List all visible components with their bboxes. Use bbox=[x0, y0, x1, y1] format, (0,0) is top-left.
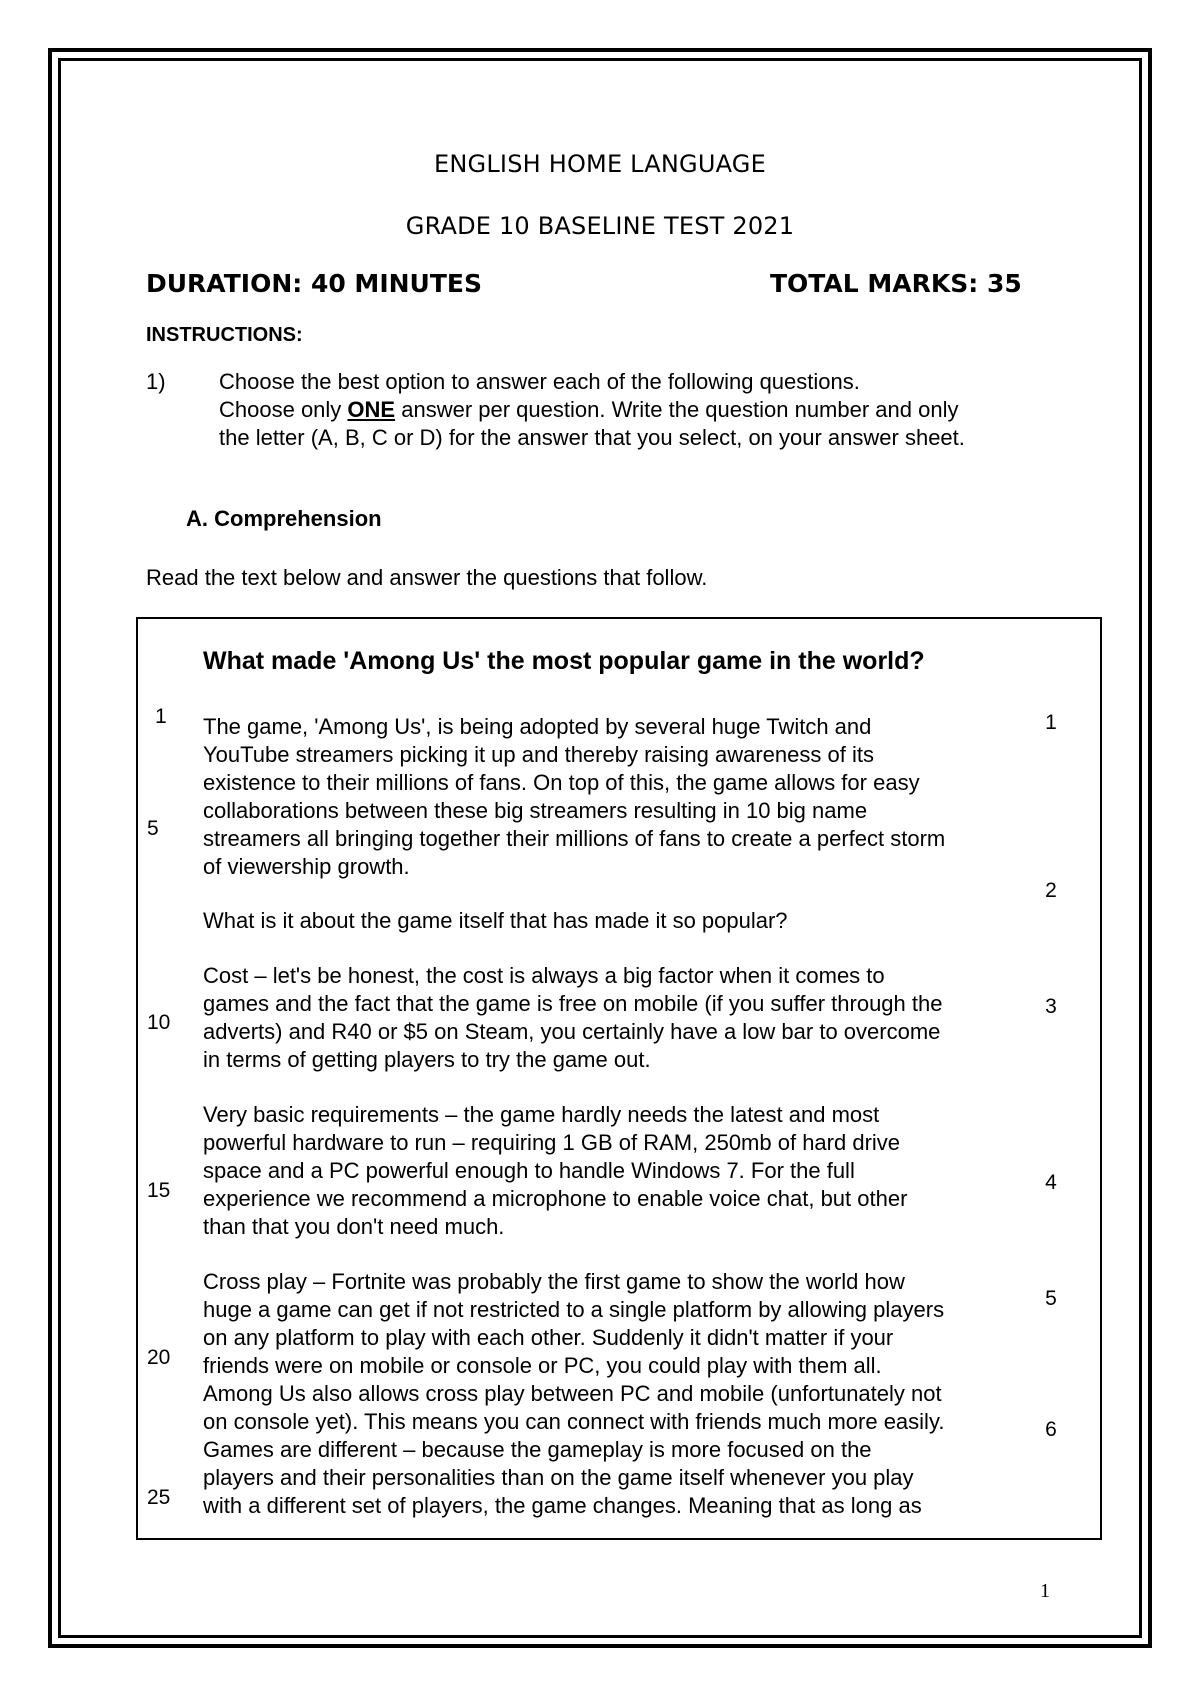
passage-line: Among Us also allows cross play between PC and mobile (unfortunately not bbox=[203, 1381, 942, 1406]
instruction-line-2-prefix: Choose only bbox=[219, 397, 348, 422]
paragraph-number: 3 bbox=[1045, 995, 1057, 1018]
subject-title: ENGLISH HOME LANGUAGE bbox=[434, 150, 766, 178]
total-marks: TOTAL MARKS: 35 bbox=[770, 269, 1022, 298]
passage-line: players and their personalities than on the game itself whenever you play bbox=[203, 1465, 914, 1490]
passage-line: Games are different – because the gameplay is more focused on the bbox=[203, 1437, 872, 1462]
passage-line: than that you don't need much. bbox=[203, 1214, 505, 1239]
passage-line: streamers all bringing together their millions of fans to create a perfect storm bbox=[203, 826, 946, 851]
paragraph-number: 2 bbox=[1045, 879, 1057, 902]
line-number: 20 bbox=[147, 1346, 171, 1369]
paragraph-number: 1 bbox=[1045, 711, 1057, 734]
paragraph-number: 6 bbox=[1045, 1418, 1057, 1441]
passage-line: games and the fact that the game is free on mobile (if you suffer through the bbox=[203, 991, 943, 1016]
test-title: GRADE 10 BASELINE TEST 2021 bbox=[405, 212, 795, 240]
page-number: 1 bbox=[1040, 1580, 1050, 1602]
passage-line: collaborations between these big streamers resulting in 10 big name bbox=[203, 798, 868, 823]
section-intro: Read the text below and answer the questions that follow. bbox=[146, 565, 708, 590]
paragraph-number: 5 bbox=[1045, 1287, 1057, 1310]
passage-title: What made 'Among Us' the most popular game in the world? bbox=[203, 647, 925, 675]
passage-line: on console yet). This means you can connect with friends much more easily. bbox=[203, 1409, 945, 1434]
section-title: A. Comprehension bbox=[186, 506, 382, 531]
passage-line: with a different set of players, the game changes. Meaning that as long as bbox=[203, 1493, 922, 1518]
instruction-line-2 bbox=[219, 396, 958, 424]
instruction-line-3: the letter (A, B, C or D) for the answer that you select, on your answer sheet. bbox=[219, 425, 965, 450]
passage-line: huge a game can get if not restricted to a single platform by allowing players bbox=[203, 1297, 945, 1322]
passage-line: Cost – let's be honest, the cost is always a big factor when it comes to bbox=[203, 963, 885, 988]
passage-line: YouTube streamers picking it up and thereby raising awareness of its bbox=[203, 742, 874, 767]
passage-line: adverts) and R40 or $5 on Steam, you certainly have a low bar to overcome bbox=[203, 1019, 941, 1044]
instruction-line-1: Choose the best option to answer each of the following questions. bbox=[219, 369, 860, 394]
passage-line: experience we recommend a microphone to enable voice chat, but other bbox=[203, 1186, 908, 1211]
passage-line: existence to their millions of fans. On top of this, the game allows for easy bbox=[203, 770, 920, 795]
line-number: 10 bbox=[147, 1011, 171, 1034]
passage-line: of viewership growth. bbox=[203, 854, 410, 879]
instruction-emphasis-one: ONE bbox=[347, 397, 396, 422]
duration: DURATION: 40 MINUTES bbox=[146, 269, 482, 298]
line-number: 15 bbox=[147, 1179, 171, 1202]
passage-line: Very basic requirements – the game hardly needs the latest and most bbox=[203, 1102, 880, 1127]
instruction-number: 1) bbox=[146, 369, 166, 394]
passage-line: in terms of getting players to try the game out. bbox=[203, 1047, 651, 1072]
passage-line: friends were on mobile or console or PC, you could play with them all. bbox=[203, 1353, 882, 1378]
passage-line: space and a PC powerful enough to handle Windows 7. For the full bbox=[203, 1158, 855, 1183]
passage-line: on any platform to play with each other. Suddenly it didn't matter if your bbox=[203, 1325, 894, 1350]
paragraph-number: 4 bbox=[1045, 1171, 1057, 1194]
passage-line: Cross play – Fortnite was probably the first game to show the world how bbox=[203, 1269, 905, 1294]
line-number: 5 bbox=[147, 817, 159, 840]
instructions-title: INSTRUCTIONS: bbox=[146, 324, 303, 346]
instruction-line-2-suffix: answer per question. Write the question number and only bbox=[395, 397, 959, 422]
passage-line: What is it about the game itself that has made it so popular? bbox=[203, 908, 788, 933]
passage-line: powerful hardware to run – requiring 1 GB of RAM, 250mb of hard drive bbox=[203, 1130, 901, 1155]
passage-line: The game, 'Among Us', is being adopted by several huge Twitch and bbox=[203, 714, 872, 739]
line-number: 25 bbox=[147, 1486, 171, 1509]
line-number: 1 bbox=[155, 705, 167, 728]
